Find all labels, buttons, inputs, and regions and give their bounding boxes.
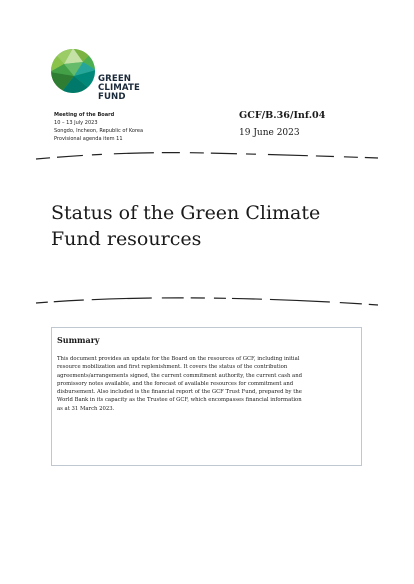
gcf-logo-wordmark — [98, 75, 140, 103]
logo-line-green: GREEN — [98, 74, 132, 84]
summary-line: World Bank in its capacity as the Trustee of GCF, which encompasses financial information — [57, 397, 302, 404]
summary-line: This document provides an update for the Board on the resources of GCF, including initial — [57, 356, 300, 362]
gcf-logo — [50, 48, 142, 108]
divider-bottom — [34, 293, 380, 307]
document-date: 19 June 2023 — [239, 128, 300, 138]
meeting-dates: 10 – 13 July 2023 — [54, 120, 98, 126]
summary-box — [51, 327, 362, 466]
meeting-info — [54, 111, 143, 143]
summary-line: disbursement. Also included is the financial report of the GCF Trust Fund, prepared by the — [57, 389, 302, 396]
title-line-2: Fund resources — [51, 228, 202, 250]
meeting-agenda: Provisional agenda item 11 — [54, 136, 123, 142]
meeting-title: Meeting of the Board — [54, 112, 115, 118]
summary-heading: Summary — [57, 335, 100, 345]
summary-line: resource mobilization and first replenishment. It covers the status of the contribution — [57, 364, 288, 371]
summary-line: promissory notes available, and the forecast of available resources for commitment and — [57, 380, 294, 387]
summary-body — [57, 355, 356, 413]
summary-line: agreements/arrangements signed, the current commitment authority, the current cash and — [57, 372, 303, 379]
page-title — [51, 200, 371, 252]
summary-line: as at 31 March 2023. — [57, 405, 115, 412]
logo-line-climate: CLIMATE — [98, 83, 140, 94]
meeting-location: Songdo, Incheon, Republic of Korea — [54, 128, 144, 134]
gcf-globe-icon — [50, 48, 96, 94]
divider-top — [34, 147, 380, 161]
logo-line-fund: FUND — [98, 92, 126, 103]
document-reference: GCF/B.36/Inf.04 — [239, 110, 326, 121]
title-line-1: Status of the Green Climate — [51, 202, 321, 224]
